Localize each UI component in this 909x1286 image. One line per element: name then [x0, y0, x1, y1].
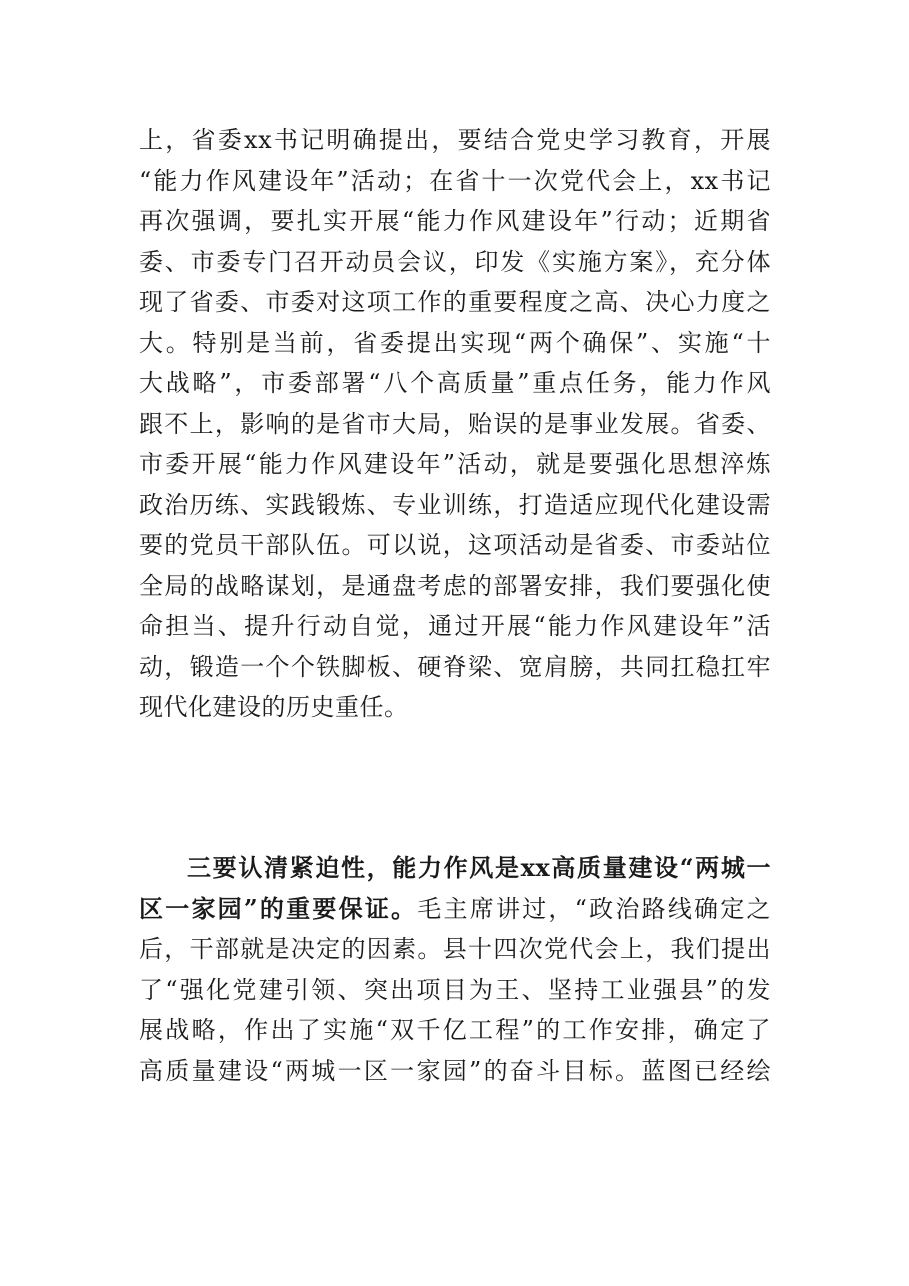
text-segment: 毛主席讲过，“政治路线确定之: [417, 894, 771, 923]
text-line: 展战略，作出了实施“双千亿工程”的工作安排，确定了: [139, 1016, 771, 1044]
text-line: 现了省委、市委对这项工作的重要程度之高、决心力度之: [139, 288, 771, 316]
text-line: 大战略”，市委部署“八个高质量”重点任务，能力作风: [139, 369, 771, 397]
text-line: 了“强化党建引领、突出项目为王、坚持工业强县”的发: [139, 975, 771, 1004]
text-line: “能力作风建设年”活动；在省十一次党代会上，xx书记: [139, 166, 771, 195]
text-line: 委、市委专门召开动员会议，印发《实施方案》，充分体: [139, 247, 771, 276]
text-line: 市委开展“能力作风建设年”活动，就是要强化思想淬炼: [139, 450, 771, 478]
text-line: 全局的战略谋划，是通盘考虑的部署安排，我们要强化使: [139, 571, 771, 600]
paragraph-1: [139, 120, 771, 728]
text-line: 政治历练、实践锻炼、专业训练，打造适应现代化建设需: [139, 490, 771, 519]
text-line: 上，省委xx书记明确提出，要结合党史学习教育，开展: [139, 126, 771, 154]
text-line: 大。特别是当前，省委提出实现“两个确保”、实施“十: [139, 328, 771, 357]
section-heading-tail: 区一家园”的重要保证。: [139, 893, 418, 923]
text-line: 后，干部就是决定的因素。县十四次党代会上，我们提出: [139, 935, 771, 963]
text-line: 现代化建设的历史重任。: [139, 693, 409, 721]
section-heading-line: 三要认清紧迫性，能力作风是xx高质量建设“两城一: [187, 853, 771, 882]
text-line: 再次强调，要扎实开展“能力作风建设年”行动；近期省: [139, 207, 771, 235]
text-line: 跟不上，影响的是省市大局，贻误的是事业发展。省委、: [139, 409, 771, 438]
text-line: 高质量建设“两城一区一家园”的奋斗目标。蓝图已经绘: [139, 1056, 771, 1085]
text-line: 命担当、提升行动自觉，通过开展“能力作风建设年”活: [139, 612, 771, 640]
paragraph-2: [139, 848, 771, 1091]
text-line: 动，锻造一个个铁脚板、硬脊梁、宽肩膀，共同扛稳扛牢: [139, 652, 771, 681]
text-line: 要的党员干部队伍。可以说，这项活动是省委、市委站位: [139, 531, 771, 559]
text-line: [139, 889, 771, 930]
